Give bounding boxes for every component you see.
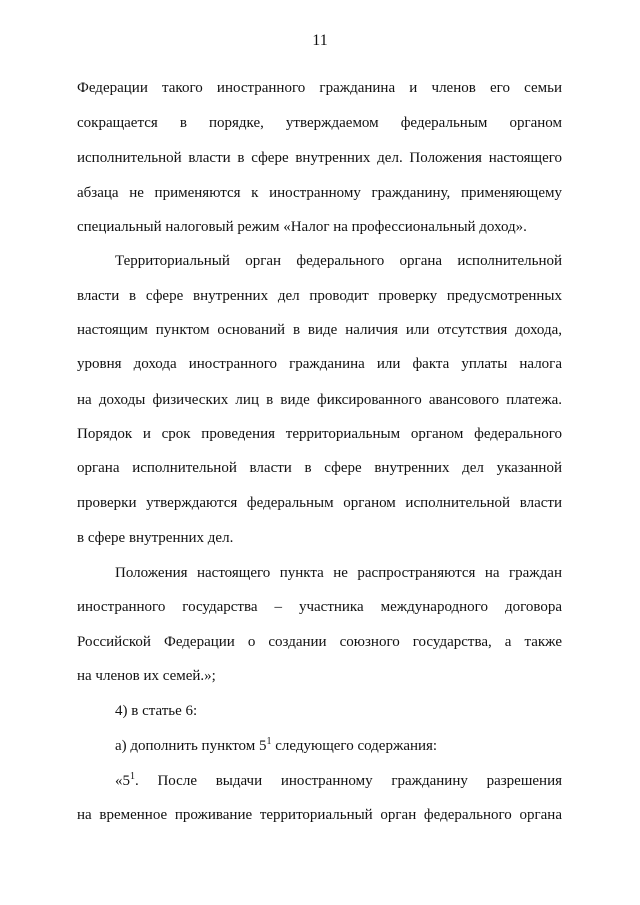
text-line: на членов их семей.»; — [77, 668, 216, 684]
text-line: проверки утверждаются федеральным органом исполнительной власти — [77, 495, 562, 511]
text-line: иностранного государства – участника международного договора — [77, 599, 562, 615]
text-line: органа исполнительной власти в сфере внутренних дел указанной — [77, 460, 562, 476]
text-line: исполнительной власти в сфере внутренних дел. Положения настоящего — [77, 150, 562, 166]
text-line: Территориальный орган федерального органа исполнительной — [115, 253, 562, 269]
page-number: 11 — [312, 32, 328, 49]
superscript: 1 — [266, 736, 272, 747]
text-run: . После выдачи иностранному гражданину разрешения — [135, 773, 562, 789]
text-line: Положения настоящего пункта не распространяются на граждан — [115, 565, 562, 581]
text-line: власти в сфере внутренних дел проводит проверку предусмотренных — [77, 288, 562, 304]
text-line: абзаца не применяются к иностранному гражданину, применяющему — [77, 185, 562, 201]
text-line: сокращается в порядке, утверждаемом федеральным органом — [77, 115, 562, 131]
text-line: на доходы физических лиц в виде фиксированного авансового платежа. — [77, 392, 562, 408]
text-run: «5 — [115, 773, 130, 789]
text-run: а) дополнить пунктом 5 — [115, 738, 267, 754]
text-line: на временное проживание территориальный орган федерального органа — [77, 807, 562, 823]
text-line: настоящим пунктом оснований в виде наличия или отсутствия дохода, — [77, 322, 562, 338]
text-line — [115, 736, 562, 756]
text-line: 4) в статье 6: — [115, 703, 198, 719]
text-run: следующего содержания: — [271, 738, 438, 754]
text-line: Федерации такого иностранного гражданина и членов его семьи — [77, 80, 562, 96]
text-line: специальный налоговый режим «Налог на профессиональный доход». — [77, 219, 527, 235]
text-line: Российской Федерации о создании союзного государства, а также — [77, 634, 562, 650]
text-line: в сфере внутренних дел. — [77, 530, 234, 546]
text-line: уровня дохода иностранного гражданина или факта уплаты налога — [77, 356, 562, 372]
text-line: Порядок и срок проведения территориальным органом федерального — [77, 426, 562, 442]
superscript: 1 — [130, 771, 135, 782]
text-line — [115, 771, 562, 791]
